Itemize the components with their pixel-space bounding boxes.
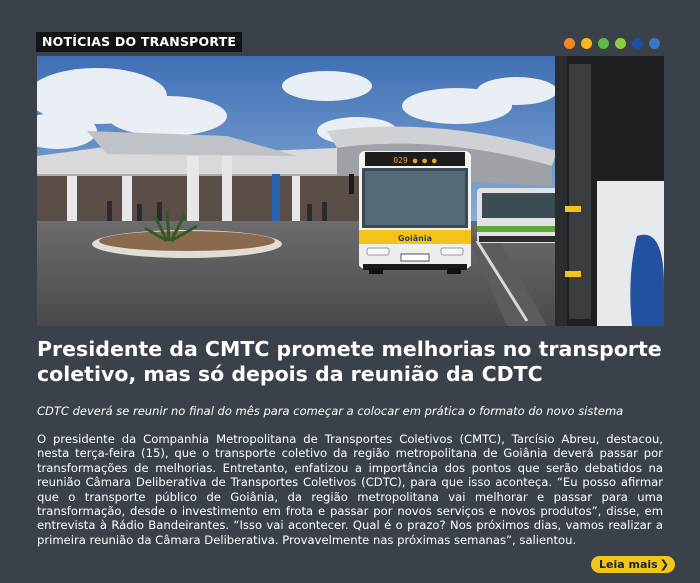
section-label: NOTÍCIAS DO TRANSPORTE (36, 32, 242, 52)
decor-dot (632, 38, 643, 49)
decor-dot (615, 38, 626, 49)
chevron-right-icon: ❯ (659, 558, 669, 571)
decor-dot (598, 38, 609, 49)
decor-dot (581, 38, 592, 49)
read-more-label: Leia mais (599, 558, 658, 571)
article-subtitle: CDTC deverá se reunir no final do mês para começar a colocar em prática o formato do novo sistema (37, 404, 624, 418)
article-photo[interactable] (37, 56, 664, 326)
article-body: O presidente da Companhia Metropolitana de Transportes Coletivos (CMTC), Tarcísio Abreu, destacou, nesta terça-feira (15), que o transporte coletivo da região metropolitana de Goiânia deverá passar por transformações de melhorias. Entretanto, enfatizou a importância dos pontos que serão debatidos na reunião Câmara Deliberativa de Transportes Coletivos (CDTC), para que isso aconteça. “Eu posso afirmar que o transporte público de Goiânia, da região metropolitana vai melhorar e passar para uma transformação, desde o investimento em frota e passar por novos serviços e novos produtos”, disse, em entrevista à Rádio Bandeirantes. “Isso vai acontecer. Qual é o prazo? Nos próximos dias, vamos realizar a primeira reunião da Câmara Deliberativa. Provavelmente nas próximas semanas”, salientou. (37, 432, 663, 547)
decor-dot (649, 38, 660, 49)
svg-text:Goiânia: Goiânia (397, 234, 433, 243)
svg-text:029 ● ● ●: 029 ● ● ● (393, 156, 437, 165)
decor-dot (564, 38, 575, 49)
article-headline[interactable]: Presidente da CMTC promete melhorias no transporte coletivo, mas só depois da reunião da CDTC (37, 337, 662, 386)
decor-dots (564, 38, 660, 49)
read-more-button[interactable] (591, 556, 675, 573)
